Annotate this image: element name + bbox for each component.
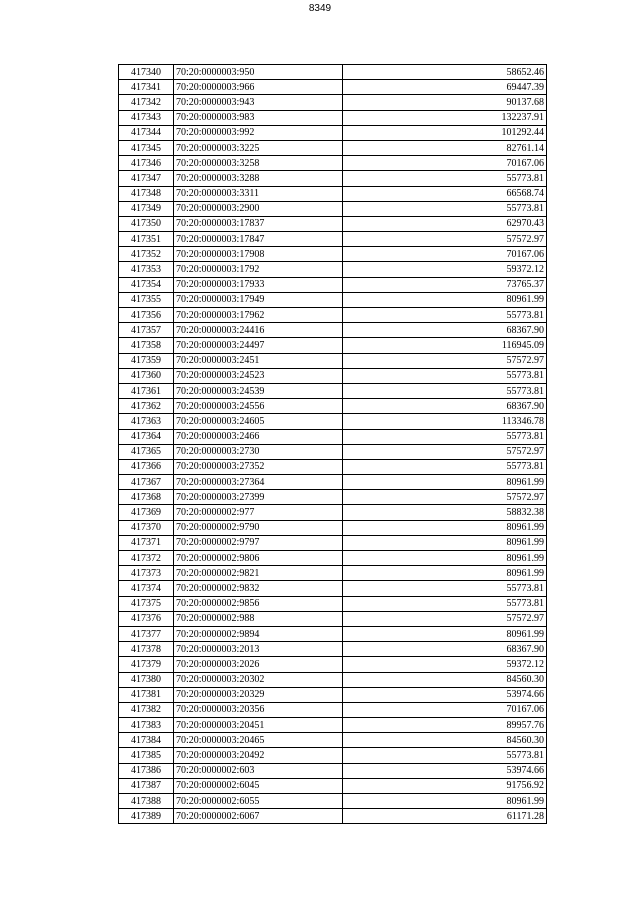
cadastral-value-cell: 132237.91 bbox=[343, 110, 547, 125]
row-number-cell: 417358 bbox=[119, 338, 174, 353]
cadastral-value-cell: 68367.90 bbox=[343, 323, 547, 338]
row-number-cell: 417370 bbox=[119, 520, 174, 535]
row-number-cell: 417360 bbox=[119, 368, 174, 383]
cadastral-number-cell: 70:20:0000003:24416 bbox=[174, 323, 343, 338]
table-row bbox=[119, 748, 547, 763]
row-number-cell: 417369 bbox=[119, 505, 174, 520]
cadastral-number-cell: 70:20:0000002:6067 bbox=[174, 809, 343, 824]
cadastral-number-cell: 70:20:0000003:2466 bbox=[174, 429, 343, 444]
cadastral-value-cell: 69447.39 bbox=[343, 80, 547, 95]
table-row bbox=[119, 733, 547, 748]
row-number-cell: 417379 bbox=[119, 657, 174, 672]
table-row bbox=[119, 763, 547, 778]
cadastral-value-cell: 57572.97 bbox=[343, 611, 547, 626]
row-number-cell: 417380 bbox=[119, 672, 174, 687]
table-row bbox=[119, 125, 547, 140]
cadastral-value-cell: 68367.90 bbox=[343, 642, 547, 657]
cadastral-number-cell: 70:20:0000003:2451 bbox=[174, 353, 343, 368]
table-row bbox=[119, 247, 547, 262]
row-number-cell: 417347 bbox=[119, 171, 174, 186]
cadastral-number-cell: 70:20:0000002:9790 bbox=[174, 520, 343, 535]
table-row bbox=[119, 186, 547, 201]
table-row bbox=[119, 490, 547, 505]
cadastral-value-cell: 80961.99 bbox=[343, 794, 547, 809]
table-row bbox=[119, 778, 547, 793]
table-row bbox=[119, 353, 547, 368]
table-row bbox=[119, 505, 547, 520]
row-number-cell: 417366 bbox=[119, 459, 174, 474]
table-row bbox=[119, 672, 547, 687]
row-number-cell: 417377 bbox=[119, 626, 174, 641]
row-number-cell: 417348 bbox=[119, 186, 174, 201]
cadastral-number-cell: 70:20:0000003:24523 bbox=[174, 368, 343, 383]
cadastral-number-cell: 70:20:0000003:17847 bbox=[174, 232, 343, 247]
row-number-cell: 417353 bbox=[119, 262, 174, 277]
cadastral-value-cell: 55773.81 bbox=[343, 383, 547, 398]
cadastral-value-cell: 73765.37 bbox=[343, 277, 547, 292]
row-number-cell: 417356 bbox=[119, 308, 174, 323]
cadastral-value-cell: 80961.99 bbox=[343, 520, 547, 535]
cadastral-value-cell: 70167.06 bbox=[343, 247, 547, 262]
cadastral-value-cell: 70167.06 bbox=[343, 156, 547, 171]
cadastral-value-cell: 80961.99 bbox=[343, 551, 547, 566]
cadastral-number-cell: 70:20:0000002:9894 bbox=[174, 626, 343, 641]
table-row bbox=[119, 429, 547, 444]
table-row bbox=[119, 596, 547, 611]
cadastral-number-cell: 70:20:0000002:988 bbox=[174, 611, 343, 626]
cadastral-value-cell: 61171.28 bbox=[343, 809, 547, 824]
row-number-cell: 417383 bbox=[119, 718, 174, 733]
table-row bbox=[119, 323, 547, 338]
cadastral-value-cell: 84560.30 bbox=[343, 733, 547, 748]
cadastral-value-cell: 57572.97 bbox=[343, 444, 547, 459]
cadastral-number-cell: 70:20:0000003:27399 bbox=[174, 490, 343, 505]
cadastral-value-cell: 55773.81 bbox=[343, 748, 547, 763]
cadastral-value-cell: 80961.99 bbox=[343, 626, 547, 641]
cadastral-value-table bbox=[118, 64, 547, 824]
cadastral-number-cell: 70:20:0000003:20465 bbox=[174, 733, 343, 748]
cadastral-number-cell: 70:20:0000003:24539 bbox=[174, 383, 343, 398]
row-number-cell: 417382 bbox=[119, 702, 174, 717]
table-row bbox=[119, 399, 547, 414]
cadastral-number-cell: 70:20:0000003:20356 bbox=[174, 702, 343, 717]
table-row bbox=[119, 65, 547, 80]
cadastral-number-cell: 70:20:0000003:2900 bbox=[174, 201, 343, 216]
cadastral-number-cell: 70:20:0000003:3288 bbox=[174, 171, 343, 186]
cadastral-number-cell: 70:20:0000003:20329 bbox=[174, 687, 343, 702]
cadastral-value-cell: 57572.97 bbox=[343, 353, 547, 368]
table-row bbox=[119, 95, 547, 110]
row-number-cell: 417365 bbox=[119, 444, 174, 459]
cadastral-value-cell: 53974.66 bbox=[343, 687, 547, 702]
cadastral-number-cell: 70:20:0000003:992 bbox=[174, 125, 343, 140]
cadastral-number-cell: 70:20:0000003:24497 bbox=[174, 338, 343, 353]
cadastral-number-cell: 70:20:0000003:17837 bbox=[174, 216, 343, 231]
row-number-cell: 417351 bbox=[119, 232, 174, 247]
cadastral-value-cell: 89957.76 bbox=[343, 718, 547, 733]
cadastral-value-cell: 113346.78 bbox=[343, 414, 547, 429]
row-number-cell: 417386 bbox=[119, 763, 174, 778]
table-row bbox=[119, 368, 547, 383]
cadastral-value-cell: 55773.81 bbox=[343, 596, 547, 611]
cadastral-number-cell: 70:20:0000002:6045 bbox=[174, 778, 343, 793]
table-row bbox=[119, 414, 547, 429]
table-row bbox=[119, 383, 547, 398]
row-number-cell: 417372 bbox=[119, 551, 174, 566]
table-row bbox=[119, 551, 547, 566]
table-row bbox=[119, 520, 547, 535]
table-row bbox=[119, 459, 547, 474]
table-row bbox=[119, 216, 547, 231]
table-row bbox=[119, 201, 547, 216]
cadastral-number-cell: 70:20:0000003:24605 bbox=[174, 414, 343, 429]
table-row bbox=[119, 156, 547, 171]
row-number-cell: 417352 bbox=[119, 247, 174, 262]
row-number-cell: 417375 bbox=[119, 596, 174, 611]
cadastral-number-cell: 70:20:0000003:1792 bbox=[174, 262, 343, 277]
cadastral-value-cell: 80961.99 bbox=[343, 566, 547, 581]
cadastral-number-cell: 70:20:0000003:24556 bbox=[174, 399, 343, 414]
row-number-cell: 417381 bbox=[119, 687, 174, 702]
cadastral-number-cell: 70:20:0000003:17962 bbox=[174, 308, 343, 323]
cadastral-number-cell: 70:20:0000002:9806 bbox=[174, 551, 343, 566]
table-row bbox=[119, 292, 547, 307]
cadastral-number-cell: 70:20:0000003:17949 bbox=[174, 292, 343, 307]
cadastral-number-cell: 70:20:0000002:9832 bbox=[174, 581, 343, 596]
cadastral-value-cell: 55773.81 bbox=[343, 459, 547, 474]
table-row bbox=[119, 171, 547, 186]
row-number-cell: 417371 bbox=[119, 535, 174, 550]
cadastral-number-cell: 70:20:0000002:9821 bbox=[174, 566, 343, 581]
row-number-cell: 417363 bbox=[119, 414, 174, 429]
cadastral-value-cell: 70167.06 bbox=[343, 702, 547, 717]
cadastral-number-cell: 70:20:0000003:27364 bbox=[174, 475, 343, 490]
row-number-cell: 417346 bbox=[119, 156, 174, 171]
row-number-cell: 417343 bbox=[119, 110, 174, 125]
cadastral-value-cell: 116945.09 bbox=[343, 338, 547, 353]
table-row bbox=[119, 535, 547, 550]
cadastral-value-cell: 91756.92 bbox=[343, 778, 547, 793]
cadastral-value-cell: 80961.99 bbox=[343, 475, 547, 490]
row-number-cell: 417359 bbox=[119, 353, 174, 368]
cadastral-number-cell: 70:20:0000003:17933 bbox=[174, 277, 343, 292]
cadastral-number-cell: 70:20:0000003:950 bbox=[174, 65, 343, 80]
cadastral-value-cell: 59372.12 bbox=[343, 262, 547, 277]
cadastral-number-cell: 70:20:0000003:3258 bbox=[174, 156, 343, 171]
cadastral-value-cell: 55773.81 bbox=[343, 368, 547, 383]
cadastral-value-cell: 55773.81 bbox=[343, 171, 547, 186]
table-row bbox=[119, 262, 547, 277]
row-number-cell: 417385 bbox=[119, 748, 174, 763]
row-number-cell: 417345 bbox=[119, 140, 174, 155]
cadastral-number-cell: 70:20:0000003:2730 bbox=[174, 444, 343, 459]
cadastral-value-cell: 58832.38 bbox=[343, 505, 547, 520]
cadastral-number-cell: 70:20:0000002:6055 bbox=[174, 794, 343, 809]
cadastral-value-cell: 62970.43 bbox=[343, 216, 547, 231]
row-number-cell: 417341 bbox=[119, 80, 174, 95]
table-row bbox=[119, 444, 547, 459]
cadastral-number-cell: 70:20:0000002:603 bbox=[174, 763, 343, 778]
cadastral-number-cell: 70:20:0000003:27352 bbox=[174, 459, 343, 474]
table-row bbox=[119, 611, 547, 626]
table-row bbox=[119, 277, 547, 292]
cadastral-value-cell: 80961.99 bbox=[343, 535, 547, 550]
cadastral-value-cell: 58652.46 bbox=[343, 65, 547, 80]
row-number-cell: 417342 bbox=[119, 95, 174, 110]
row-number-cell: 417349 bbox=[119, 201, 174, 216]
row-number-cell: 417387 bbox=[119, 778, 174, 793]
table-body bbox=[119, 65, 547, 824]
cadastral-number-cell: 70:20:0000003:3225 bbox=[174, 140, 343, 155]
cadastral-value-cell: 90137.68 bbox=[343, 95, 547, 110]
cadastral-value-cell: 101292.44 bbox=[343, 125, 547, 140]
cadastral-number-cell: 70:20:0000003:17908 bbox=[174, 247, 343, 262]
cadastral-number-cell: 70:20:0000003:20302 bbox=[174, 672, 343, 687]
table-row bbox=[119, 642, 547, 657]
row-number-cell: 417364 bbox=[119, 429, 174, 444]
cadastral-value-cell: 55773.81 bbox=[343, 429, 547, 444]
cadastral-number-cell: 70:20:0000003:943 bbox=[174, 95, 343, 110]
cadastral-number-cell: 70:20:0000002:977 bbox=[174, 505, 343, 520]
row-number-cell: 417357 bbox=[119, 323, 174, 338]
cadastral-value-cell: 66568.74 bbox=[343, 186, 547, 201]
cadastral-value-cell: 57572.97 bbox=[343, 232, 547, 247]
cadastral-value-cell: 80961.99 bbox=[343, 292, 547, 307]
row-number-cell: 417367 bbox=[119, 475, 174, 490]
cadastral-number-cell: 70:20:0000002:9856 bbox=[174, 596, 343, 611]
cadastral-value-cell: 55773.81 bbox=[343, 308, 547, 323]
table-row bbox=[119, 687, 547, 702]
row-number-cell: 417374 bbox=[119, 581, 174, 596]
cadastral-number-cell: 70:20:0000002:9797 bbox=[174, 535, 343, 550]
table-row bbox=[119, 475, 547, 490]
cadastral-value-cell: 59372.12 bbox=[343, 657, 547, 672]
table-row bbox=[119, 308, 547, 323]
row-number-cell: 417388 bbox=[119, 794, 174, 809]
table-row bbox=[119, 794, 547, 809]
table-row bbox=[119, 80, 547, 95]
table-row bbox=[119, 702, 547, 717]
cadastral-value-cell: 82761.14 bbox=[343, 140, 547, 155]
cadastral-number-cell: 70:20:0000003:20451 bbox=[174, 718, 343, 733]
cadastral-value-cell: 55773.81 bbox=[343, 581, 547, 596]
cadastral-number-cell: 70:20:0000003:20492 bbox=[174, 748, 343, 763]
table-row bbox=[119, 110, 547, 125]
table-row bbox=[119, 718, 547, 733]
cadastral-value-cell: 53974.66 bbox=[343, 763, 547, 778]
row-number-cell: 417368 bbox=[119, 490, 174, 505]
row-number-cell: 417344 bbox=[119, 125, 174, 140]
table-row bbox=[119, 232, 547, 247]
row-number-cell: 417350 bbox=[119, 216, 174, 231]
cadastral-value-cell: 55773.81 bbox=[343, 201, 547, 216]
table-row bbox=[119, 581, 547, 596]
row-number-cell: 417361 bbox=[119, 383, 174, 398]
cadastral-number-cell: 70:20:0000003:2026 bbox=[174, 657, 343, 672]
row-number-cell: 417373 bbox=[119, 566, 174, 581]
table-row bbox=[119, 657, 547, 672]
row-number-cell: 417378 bbox=[119, 642, 174, 657]
table-row bbox=[119, 140, 547, 155]
row-number-cell: 417340 bbox=[119, 65, 174, 80]
row-number-cell: 417376 bbox=[119, 611, 174, 626]
cadastral-number-cell: 70:20:0000003:2013 bbox=[174, 642, 343, 657]
row-number-cell: 417389 bbox=[119, 809, 174, 824]
row-number-cell: 417355 bbox=[119, 292, 174, 307]
table-row bbox=[119, 338, 547, 353]
row-number-cell: 417362 bbox=[119, 399, 174, 414]
row-number-cell: 417384 bbox=[119, 733, 174, 748]
table-row bbox=[119, 566, 547, 581]
table-row bbox=[119, 809, 547, 824]
row-number-cell: 417354 bbox=[119, 277, 174, 292]
cadastral-number-cell: 70:20:0000003:3311 bbox=[174, 186, 343, 201]
cadastral-value-cell: 57572.97 bbox=[343, 490, 547, 505]
cadastral-value-cell: 68367.90 bbox=[343, 399, 547, 414]
cadastral-value-cell: 84560.30 bbox=[343, 672, 547, 687]
page-number: 8349 bbox=[308, 3, 332, 14]
cadastral-number-cell: 70:20:0000003:966 bbox=[174, 80, 343, 95]
cadastral-number-cell: 70:20:0000003:983 bbox=[174, 110, 343, 125]
table-row bbox=[119, 626, 547, 641]
